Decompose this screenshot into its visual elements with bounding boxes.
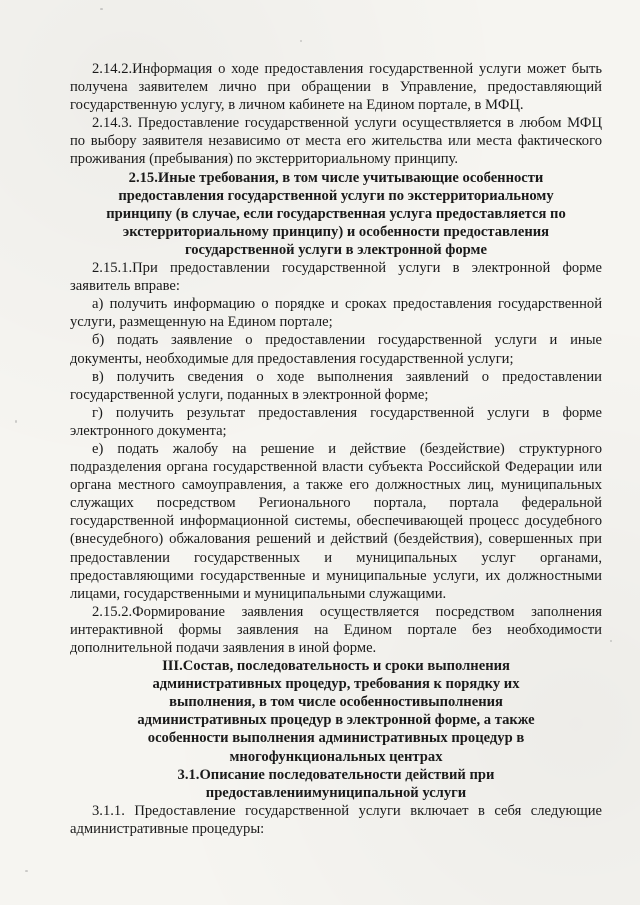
section-heading-3-1: 3.1.Описание последовательности действий при предоставлениимуниципальной услуги bbox=[177, 766, 495, 801]
list-item-v: в) получить сведения о ходе выполнения заявлений о предоставлении государственной услуги, поданных в электронной форме; bbox=[70, 368, 602, 403]
paragraph-2-14-3: 2.14.3. Предоставление государственной услуги осуществляется в любом МФЦ по выбору заявителя независимо от места его жительства или места фактического проживания (пребывания) по экстерриториальному принципу. bbox=[70, 115, 602, 168]
list-item-b: б) подать заявление о предоставлении государственной услуги и иные документы, необходимые для предоставления государственной услуги; bbox=[70, 332, 602, 367]
list-item-a: а) получить информацию о порядке и сроках предоставления государственной услуги, размещенную на Едином портале; bbox=[70, 296, 602, 331]
paragraph-3-1-1: 3.1.1. Предоставление государственной услуги включает в себя следующие административные процедуры: bbox=[70, 802, 602, 837]
list-item-g: г) получить результат предоставления государственной услуги в форме электронного документа; bbox=[70, 404, 602, 439]
section-heading-2-15: 2.15.Иные требования, в том числе учитывающие особенности предоставления государственной услуги по экстерриториальному принципу (в случае, если государственная услуга предоставляется по экстерриториальному принципу) и особенности предоставления государственной услуги в электронной форме bbox=[106, 169, 566, 258]
chapter-heading-III: III.Состав, последовательность и сроки выполнения административных процедур, требования к порядку их выполнения, в том числе особенностивыполнения административных процедур в электронной форме, а также особенности выполнения административных процедур в многофункциональных центрах bbox=[137, 658, 535, 765]
paragraph-2-15-2: 2.15.2.Формирование заявления осуществляется посредством заполнения интерактивной формы заявления на Едином портале без необходимости дополнительной подачи заявления в иной форме. bbox=[70, 603, 602, 656]
paragraph-2-15-1: 2.15.1.При предоставлении государственной услуги в электронной форме заявитель вправе: bbox=[70, 260, 602, 295]
paragraph-2-14-2: 2.14.2.Информация о ходе предоставления государственной услуги может быть получена заявителем лично при обращении в Управление, предоставляющий государственную услугу, в личном кабинете на Едином портале, в МФЦ. bbox=[70, 61, 602, 114]
list-item-e: е) подать жалобу на решение и действие (бездействие) структурного подразделения органа государственной власти субъекта Российской Федерации или органа местного самоуправления, а также его должностных лиц, муниципальных служащих посредством Регионального портала, портала федеральной государственной информационной системы, обеспечивающей процесс досудебного (внесудебного) обжалования решений и действий (бездействия), совершенных при предоставлении государственных и муниципальных услуг органами, предоставляющими государственные и муниципальные услуги, их должностными лицами, государственными и муниципальными служащими. bbox=[70, 440, 602, 602]
